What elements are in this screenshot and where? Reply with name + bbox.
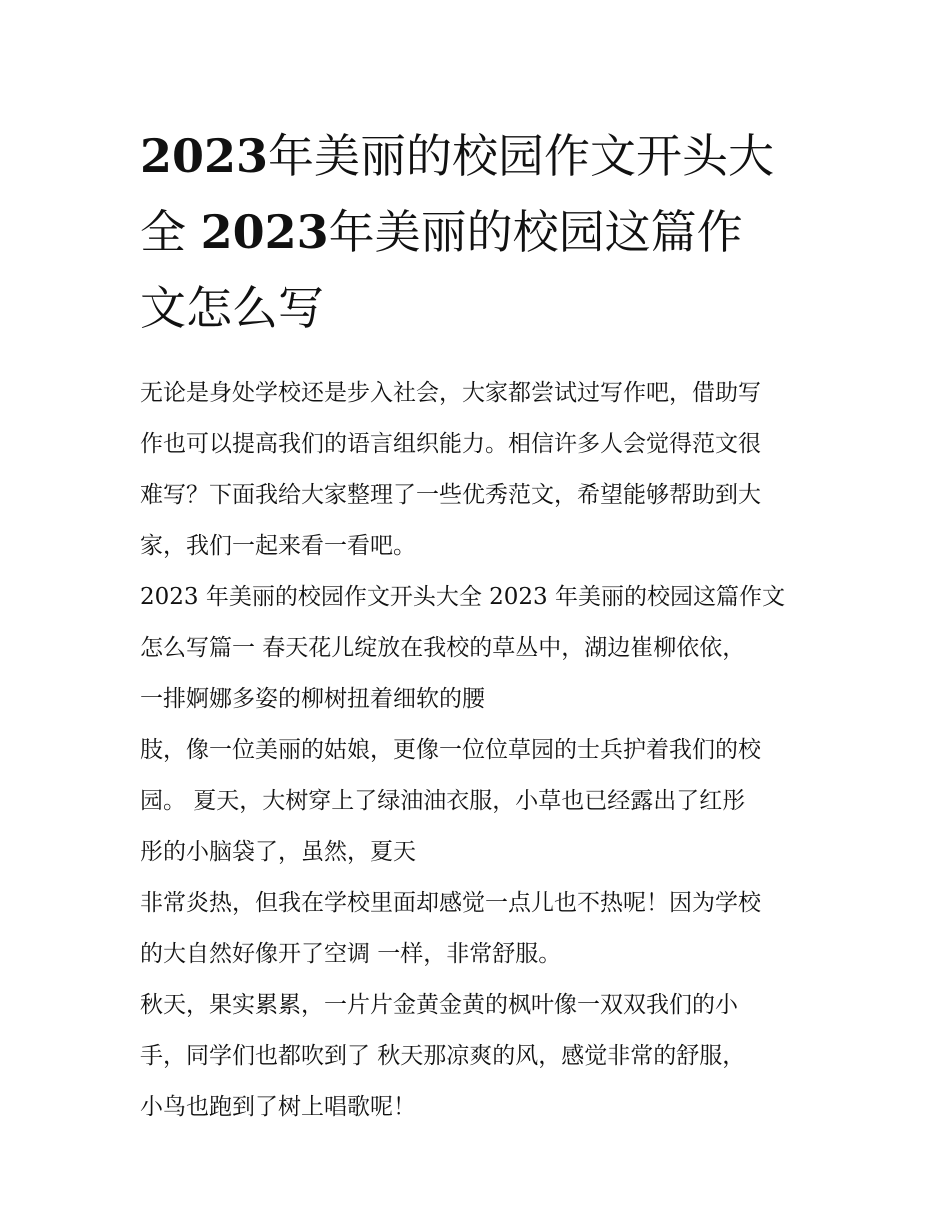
title-year: 2023 <box>200 205 329 259</box>
document-title <box>140 118 820 346</box>
body-line: 肢，像一位美丽的姑娘，更像一位位草园的士兵护着我们的校 <box>140 737 761 763</box>
body-line: 秋天，果实累累，一片片金黄金黄的枫叶像一双双我们的小 <box>140 992 738 1018</box>
title-line-1 <box>140 118 820 194</box>
body-line: 小鸟也跑到了树上唱歌呢！ <box>140 1094 416 1120</box>
body-line: 无论是身处学校还是步入社会，大家都尝试过写作吧，借助写 <box>140 380 761 406</box>
body-line: 怎么写篇一 春天花儿绽放在我校的草丛中，湖边崔柳依依， <box>140 635 746 661</box>
body-line: 家，我们一起来看一看吧。 <box>140 533 416 559</box>
title-line-3 <box>140 270 820 346</box>
body-line: 的大自然好像开了空调 一样，非常舒服。 <box>140 941 562 967</box>
title-year: 2023 <box>140 129 269 183</box>
body-line: 2023 年美丽的校园作文开头大全 2023 年美丽的校园这篇作文 <box>140 584 785 610</box>
document-body <box>140 368 820 1133</box>
body-line: 难写？下面我给大家整理了一些优秀范文，希望能够帮助到大 <box>140 482 761 508</box>
title-text: 文怎么写 <box>140 281 324 335</box>
body-line: 彤的小脑袋了，虽然，夏天 <box>140 839 416 865</box>
title-text: 年美丽的校园这篇作 <box>328 205 743 259</box>
document-page <box>140 118 820 1133</box>
body-line: 园。 夏天，大树穿上了绿油油衣服，小草也已经露出了红彤 <box>140 788 746 814</box>
title-text: 全 <box>140 205 201 259</box>
body-line: 手，同学们也都吹到了 秋天那凉爽的风，感觉非常的舒服， <box>140 1043 746 1069</box>
body-line: 作也可以提高我们的语言组织能力。相信许多人会觉得范文很 <box>140 431 761 457</box>
title-text: 年美丽的校园作文开头大 <box>268 129 775 183</box>
body-line: 一排婀娜多姿的柳树扭着细软的腰 <box>140 686 485 712</box>
title-line-2 <box>140 194 820 270</box>
body-line: 非常炎热，但我在学校里面却感觉一点儿也不热呢！因为学校 <box>140 890 761 916</box>
